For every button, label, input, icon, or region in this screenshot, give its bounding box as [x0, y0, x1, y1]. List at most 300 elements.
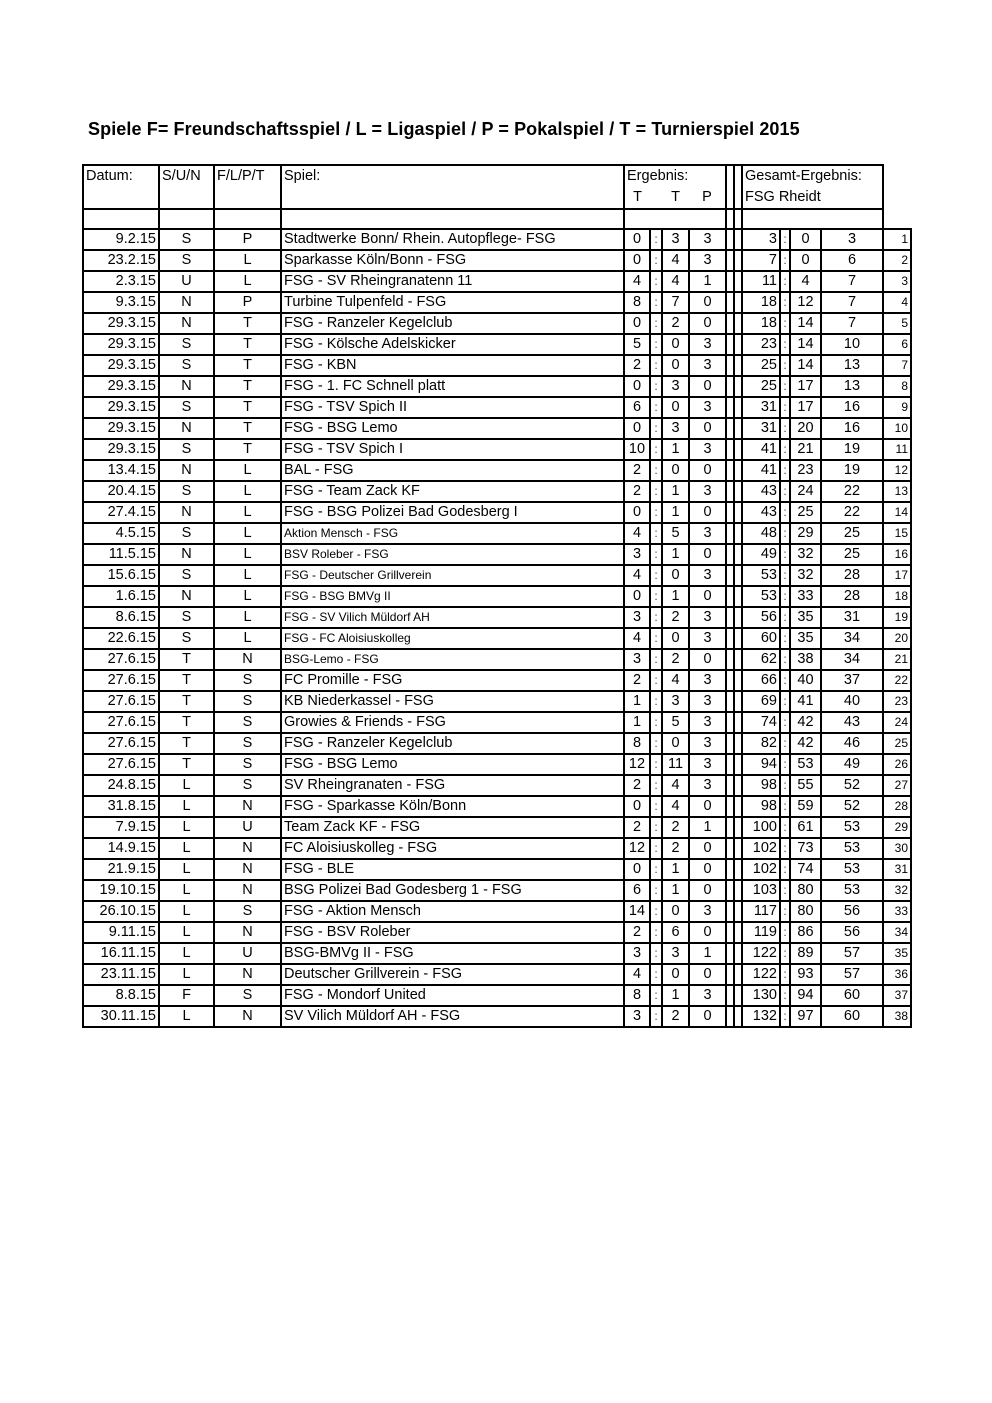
sun-cell: L [159, 817, 214, 838]
sun-cell: N [159, 460, 214, 481]
type-cell: N [214, 964, 281, 985]
total-separator: : [780, 670, 790, 691]
date-cell: 19.10.15 [83, 880, 159, 901]
type-cell: N [214, 649, 281, 670]
result-separator: : [650, 460, 662, 481]
sun-cell: S [159, 607, 214, 628]
result-points-cell: 3 [689, 439, 726, 460]
row-number-cell: 6 [883, 334, 911, 355]
match-cell: FSG - Mondorf United [281, 985, 624, 1006]
result-points-cell: 0 [689, 859, 726, 880]
result-t1-cell: 12 [624, 838, 650, 859]
type-cell: N [214, 880, 281, 901]
result-t1-cell: 10 [624, 439, 650, 460]
sun-cell: N [159, 313, 214, 334]
total-goals-for-cell: 117 [742, 901, 780, 922]
result-t1-cell: 6 [624, 397, 650, 418]
total-separator: : [780, 775, 790, 796]
sun-cell: S [159, 439, 214, 460]
total-goals-for-cell: 43 [742, 481, 780, 502]
result-t1-cell: 4 [624, 523, 650, 544]
total-goals-against-cell: 97 [790, 1006, 821, 1027]
date-cell: 9.2.15 [83, 229, 159, 250]
result-t2-cell: 4 [662, 796, 689, 817]
result-t2-cell: 1 [662, 439, 689, 460]
table-row [83, 376, 911, 397]
total-points-cell: 22 [821, 502, 883, 523]
match-cell: FSG - 1. FC Schnell platt [281, 376, 624, 397]
result-points-cell: 3 [689, 250, 726, 271]
result-separator: : [650, 271, 662, 292]
row-number-cell: 38 [883, 1006, 911, 1027]
total-points-cell: 43 [821, 712, 883, 733]
match-cell: FSG - BSG Polizei Bad Godesberg I [281, 502, 624, 523]
total-separator: : [780, 691, 790, 712]
total-goals-against-cell: 21 [790, 439, 821, 460]
result-t1-cell: 2 [624, 817, 650, 838]
date-cell: 9.3.15 [83, 292, 159, 313]
result-separator: : [650, 838, 662, 859]
sun-cell: S [159, 334, 214, 355]
total-points-cell: 52 [821, 796, 883, 817]
total-separator: : [780, 733, 790, 754]
type-cell: L [214, 523, 281, 544]
header-row-2 [83, 187, 911, 209]
total-points-cell: 34 [821, 649, 883, 670]
total-goals-for-cell: 74 [742, 712, 780, 733]
total-goals-for-cell: 25 [742, 376, 780, 397]
sun-cell: L [159, 880, 214, 901]
match-cell: FC Promille - FSG [281, 670, 624, 691]
header-spiel: Spiel: [281, 165, 624, 187]
table-row [83, 544, 911, 565]
total-goals-for-cell: 18 [742, 313, 780, 334]
result-t2-cell: 2 [662, 838, 689, 859]
match-cell: Stadtwerke Bonn/ Rhein. Autopflege- FSG [281, 229, 624, 250]
result-points-cell: 0 [689, 880, 726, 901]
total-separator: : [780, 481, 790, 502]
result-t1-cell: 0 [624, 229, 650, 250]
total-goals-against-cell: 0 [790, 250, 821, 271]
row-number-cell: 4 [883, 292, 911, 313]
type-cell: L [214, 460, 281, 481]
sun-cell: S [159, 523, 214, 544]
total-separator: : [780, 649, 790, 670]
type-cell: T [214, 439, 281, 460]
result-t2-cell: 1 [662, 586, 689, 607]
table-row [83, 313, 911, 334]
row-number-cell: 2 [883, 250, 911, 271]
row-number-cell: 19 [883, 607, 911, 628]
date-cell: 22.6.15 [83, 628, 159, 649]
row-number-cell: 30 [883, 838, 911, 859]
table-row [83, 439, 911, 460]
result-separator: : [650, 628, 662, 649]
match-cell: FSG - Deutscher Grillverein [281, 565, 624, 586]
type-cell: S [214, 754, 281, 775]
result-separator: : [650, 817, 662, 838]
total-separator: : [780, 712, 790, 733]
result-separator: : [650, 922, 662, 943]
result-t2-cell: 3 [662, 691, 689, 712]
total-points-cell: 13 [821, 376, 883, 397]
row-number-cell: 29 [883, 817, 911, 838]
sun-cell: S [159, 628, 214, 649]
total-goals-for-cell: 119 [742, 922, 780, 943]
match-cell: SV Rheingranaten - FSG [281, 775, 624, 796]
result-separator: : [650, 691, 662, 712]
result-t1-cell: 1 [624, 691, 650, 712]
result-t2-cell: 0 [662, 565, 689, 586]
result-t1-cell: 3 [624, 1006, 650, 1027]
total-goals-for-cell: 100 [742, 817, 780, 838]
total-separator: : [780, 922, 790, 943]
total-points-cell: 22 [821, 481, 883, 502]
table-row [83, 229, 911, 250]
date-cell: 21.9.15 [83, 859, 159, 880]
total-goals-for-cell: 130 [742, 985, 780, 1006]
total-goals-for-cell: 18 [742, 292, 780, 313]
result-separator: : [650, 880, 662, 901]
total-goals-against-cell: 42 [790, 733, 821, 754]
total-separator: : [780, 397, 790, 418]
type-cell: U [214, 943, 281, 964]
result-t2-cell: 3 [662, 229, 689, 250]
date-cell: 27.6.15 [83, 649, 159, 670]
date-cell: 27.6.15 [83, 712, 159, 733]
table-row [83, 397, 911, 418]
table-row [83, 817, 911, 838]
result-points-cell: 3 [689, 985, 726, 1006]
total-separator: : [780, 607, 790, 628]
result-t2-cell: 7 [662, 292, 689, 313]
total-goals-for-cell: 7 [742, 250, 780, 271]
result-points-cell: 0 [689, 838, 726, 859]
match-cell: BSG-BMVg II - FSG [281, 943, 624, 964]
sun-cell: S [159, 250, 214, 271]
row-number-cell: 37 [883, 985, 911, 1006]
result-t2-cell: 0 [662, 334, 689, 355]
date-cell: 23.2.15 [83, 250, 159, 271]
date-cell: 26.10.15 [83, 901, 159, 922]
match-cell: FSG - SV Vilich Müldorf AH [281, 607, 624, 628]
result-t1-cell: 12 [624, 754, 650, 775]
type-cell: N [214, 922, 281, 943]
type-cell: T [214, 376, 281, 397]
result-t2-cell: 2 [662, 1006, 689, 1027]
total-separator: : [780, 964, 790, 985]
total-goals-against-cell: 93 [790, 964, 821, 985]
sun-cell: L [159, 964, 214, 985]
result-t2-cell: 4 [662, 670, 689, 691]
result-t1-cell: 1 [624, 712, 650, 733]
result-t2-cell: 2 [662, 649, 689, 670]
result-separator: : [650, 985, 662, 1006]
result-points-cell: 3 [689, 733, 726, 754]
result-t2-cell: 4 [662, 250, 689, 271]
table-row [83, 649, 911, 670]
table-row [83, 355, 911, 376]
type-cell: L [214, 544, 281, 565]
total-separator: : [780, 985, 790, 1006]
total-points-cell: 34 [821, 628, 883, 649]
table-row [83, 901, 911, 922]
type-cell: T [214, 355, 281, 376]
match-cell: FSG - Kölsche Adelskicker [281, 334, 624, 355]
total-points-cell: 57 [821, 943, 883, 964]
result-t1-cell: 0 [624, 586, 650, 607]
type-cell: S [214, 712, 281, 733]
total-goals-against-cell: 4 [790, 271, 821, 292]
total-goals-against-cell: 86 [790, 922, 821, 943]
total-goals-against-cell: 32 [790, 544, 821, 565]
total-goals-against-cell: 40 [790, 670, 821, 691]
header-spacer-row [83, 209, 911, 229]
total-separator: : [780, 313, 790, 334]
date-cell: 16.11.15 [83, 943, 159, 964]
match-cell: FSG - SV Rheingranatenn 11 [281, 271, 624, 292]
total-goals-against-cell: 14 [790, 334, 821, 355]
table-row [83, 460, 911, 481]
sun-cell: S [159, 397, 214, 418]
match-cell: FSG - Ranzeler Kegelclub [281, 313, 624, 334]
result-t1-cell: 6 [624, 880, 650, 901]
date-cell: 29.3.15 [83, 355, 159, 376]
total-goals-against-cell: 0 [790, 229, 821, 250]
total-separator: : [780, 943, 790, 964]
result-t2-cell: 3 [662, 943, 689, 964]
date-cell: 27.6.15 [83, 733, 159, 754]
result-t1-cell: 3 [624, 943, 650, 964]
type-cell: T [214, 313, 281, 334]
total-separator: : [780, 418, 790, 439]
row-number-cell: 1 [883, 229, 911, 250]
row-number-cell: 11 [883, 439, 911, 460]
result-separator: : [650, 229, 662, 250]
total-separator: : [780, 439, 790, 460]
result-points-cell: 0 [689, 1006, 726, 1027]
type-cell: S [214, 775, 281, 796]
sun-cell: N [159, 586, 214, 607]
table-row [83, 964, 911, 985]
date-cell: 13.4.15 [83, 460, 159, 481]
type-cell: S [214, 733, 281, 754]
type-cell: L [214, 607, 281, 628]
total-goals-for-cell: 66 [742, 670, 780, 691]
date-cell: 29.3.15 [83, 376, 159, 397]
row-number-cell: 36 [883, 964, 911, 985]
date-cell: 29.3.15 [83, 334, 159, 355]
result-separator: : [650, 586, 662, 607]
row-number-cell: 24 [883, 712, 911, 733]
type-cell: S [214, 901, 281, 922]
match-cell: FSG - Sparkasse Köln/Bonn [281, 796, 624, 817]
date-cell: 27.4.15 [83, 502, 159, 523]
result-t2-cell: 2 [662, 817, 689, 838]
total-points-cell: 28 [821, 565, 883, 586]
table-row [83, 271, 911, 292]
total-goals-for-cell: 98 [742, 775, 780, 796]
result-t1-cell: 3 [624, 544, 650, 565]
result-t1-cell: 2 [624, 460, 650, 481]
total-goals-against-cell: 89 [790, 943, 821, 964]
row-number-cell: 14 [883, 502, 911, 523]
row-number-cell: 23 [883, 691, 911, 712]
row-number-cell: 20 [883, 628, 911, 649]
sun-cell: T [159, 670, 214, 691]
total-goals-against-cell: 12 [790, 292, 821, 313]
date-cell: 11.5.15 [83, 544, 159, 565]
total-goals-against-cell: 74 [790, 859, 821, 880]
row-number-cell: 7 [883, 355, 911, 376]
total-points-cell: 3 [821, 229, 883, 250]
table-row [83, 985, 911, 1006]
total-goals-for-cell: 41 [742, 460, 780, 481]
result-points-cell: 3 [689, 754, 726, 775]
total-goals-against-cell: 53 [790, 754, 821, 775]
total-goals-for-cell: 69 [742, 691, 780, 712]
result-separator: : [650, 313, 662, 334]
row-number-cell: 12 [883, 460, 911, 481]
total-separator: : [780, 460, 790, 481]
result-separator: : [650, 733, 662, 754]
total-goals-for-cell: 48 [742, 523, 780, 544]
result-t2-cell: 1 [662, 880, 689, 901]
result-t1-cell: 2 [624, 775, 650, 796]
result-points-cell: 3 [689, 397, 726, 418]
table-row [83, 292, 911, 313]
result-t1-cell: 4 [624, 628, 650, 649]
date-cell: 30.11.15 [83, 1006, 159, 1027]
header-gesamt-team: FSG Rheidt [742, 187, 883, 209]
row-number-cell: 13 [883, 481, 911, 502]
total-goals-for-cell: 53 [742, 586, 780, 607]
date-cell: 20.4.15 [83, 481, 159, 502]
row-number-cell: 32 [883, 880, 911, 901]
sun-cell: T [159, 649, 214, 670]
type-cell: T [214, 418, 281, 439]
total-points-cell: 6 [821, 250, 883, 271]
sun-cell: L [159, 796, 214, 817]
result-points-cell: 3 [689, 334, 726, 355]
type-cell: P [214, 292, 281, 313]
result-points-cell: 0 [689, 964, 726, 985]
result-t2-cell: 0 [662, 733, 689, 754]
row-number-cell: 28 [883, 796, 911, 817]
total-goals-for-cell: 103 [742, 880, 780, 901]
result-points-cell: 1 [689, 271, 726, 292]
result-points-cell: 0 [689, 544, 726, 565]
header-datum: Datum: [83, 165, 159, 187]
type-cell: L [214, 250, 281, 271]
result-t1-cell: 3 [624, 649, 650, 670]
total-goals-against-cell: 73 [790, 838, 821, 859]
result-t2-cell: 3 [662, 376, 689, 397]
result-t2-cell: 2 [662, 313, 689, 334]
result-points-cell: 0 [689, 376, 726, 397]
match-cell: FSG - BLE [281, 859, 624, 880]
result-separator: : [650, 649, 662, 670]
total-points-cell: 56 [821, 901, 883, 922]
header-ergebnis: Ergebnis: [624, 165, 726, 187]
header-ergebnis-t2: T [671, 189, 680, 205]
result-separator: : [650, 481, 662, 502]
date-cell: 24.8.15 [83, 775, 159, 796]
sun-cell: L [159, 943, 214, 964]
result-t1-cell: 0 [624, 502, 650, 523]
total-goals-against-cell: 33 [790, 586, 821, 607]
result-separator: : [650, 565, 662, 586]
match-cell: FSG - KBN [281, 355, 624, 376]
total-goals-against-cell: 20 [790, 418, 821, 439]
result-points-cell: 3 [689, 691, 726, 712]
total-points-cell: 7 [821, 271, 883, 292]
total-goals-against-cell: 94 [790, 985, 821, 1006]
result-points-cell: 0 [689, 418, 726, 439]
total-goals-for-cell: 102 [742, 838, 780, 859]
total-goals-against-cell: 61 [790, 817, 821, 838]
sun-cell: U [159, 271, 214, 292]
row-number-cell: 16 [883, 544, 911, 565]
date-cell: 1.6.15 [83, 586, 159, 607]
total-goals-for-cell: 3 [742, 229, 780, 250]
result-separator: : [650, 502, 662, 523]
sun-cell: S [159, 565, 214, 586]
result-t1-cell: 0 [624, 313, 650, 334]
result-t2-cell: 1 [662, 481, 689, 502]
total-goals-against-cell: 35 [790, 628, 821, 649]
table-row [83, 334, 911, 355]
result-separator: : [650, 859, 662, 880]
type-cell: L [214, 481, 281, 502]
row-number-cell: 5 [883, 313, 911, 334]
table-row [83, 586, 911, 607]
result-t1-cell: 0 [624, 250, 650, 271]
total-points-cell: 10 [821, 334, 883, 355]
table-row [83, 880, 911, 901]
total-separator: : [780, 817, 790, 838]
result-points-cell: 3 [689, 523, 726, 544]
match-cell: FSG - BSV Roleber [281, 922, 624, 943]
result-points-cell: 0 [689, 313, 726, 334]
result-separator: : [650, 355, 662, 376]
result-separator: : [650, 712, 662, 733]
result-t2-cell: 6 [662, 922, 689, 943]
date-cell: 7.9.15 [83, 817, 159, 838]
result-t2-cell: 11 [662, 754, 689, 775]
total-goals-against-cell: 23 [790, 460, 821, 481]
sun-cell: L [159, 838, 214, 859]
total-points-cell: 53 [821, 817, 883, 838]
result-separator: : [650, 544, 662, 565]
match-cell: FSG - BSG Lemo [281, 418, 624, 439]
total-goals-against-cell: 32 [790, 565, 821, 586]
total-goals-against-cell: 25 [790, 502, 821, 523]
row-number-cell: 8 [883, 376, 911, 397]
result-t1-cell: 2 [624, 922, 650, 943]
row-number-cell: 3 [883, 271, 911, 292]
date-cell: 27.6.15 [83, 670, 159, 691]
total-goals-against-cell: 41 [790, 691, 821, 712]
sun-cell: N [159, 376, 214, 397]
row-number-cell: 17 [883, 565, 911, 586]
result-points-cell: 3 [689, 712, 726, 733]
table-row [83, 922, 911, 943]
sun-cell: N [159, 418, 214, 439]
total-separator: : [780, 796, 790, 817]
result-t1-cell: 8 [624, 985, 650, 1006]
result-t2-cell: 5 [662, 712, 689, 733]
